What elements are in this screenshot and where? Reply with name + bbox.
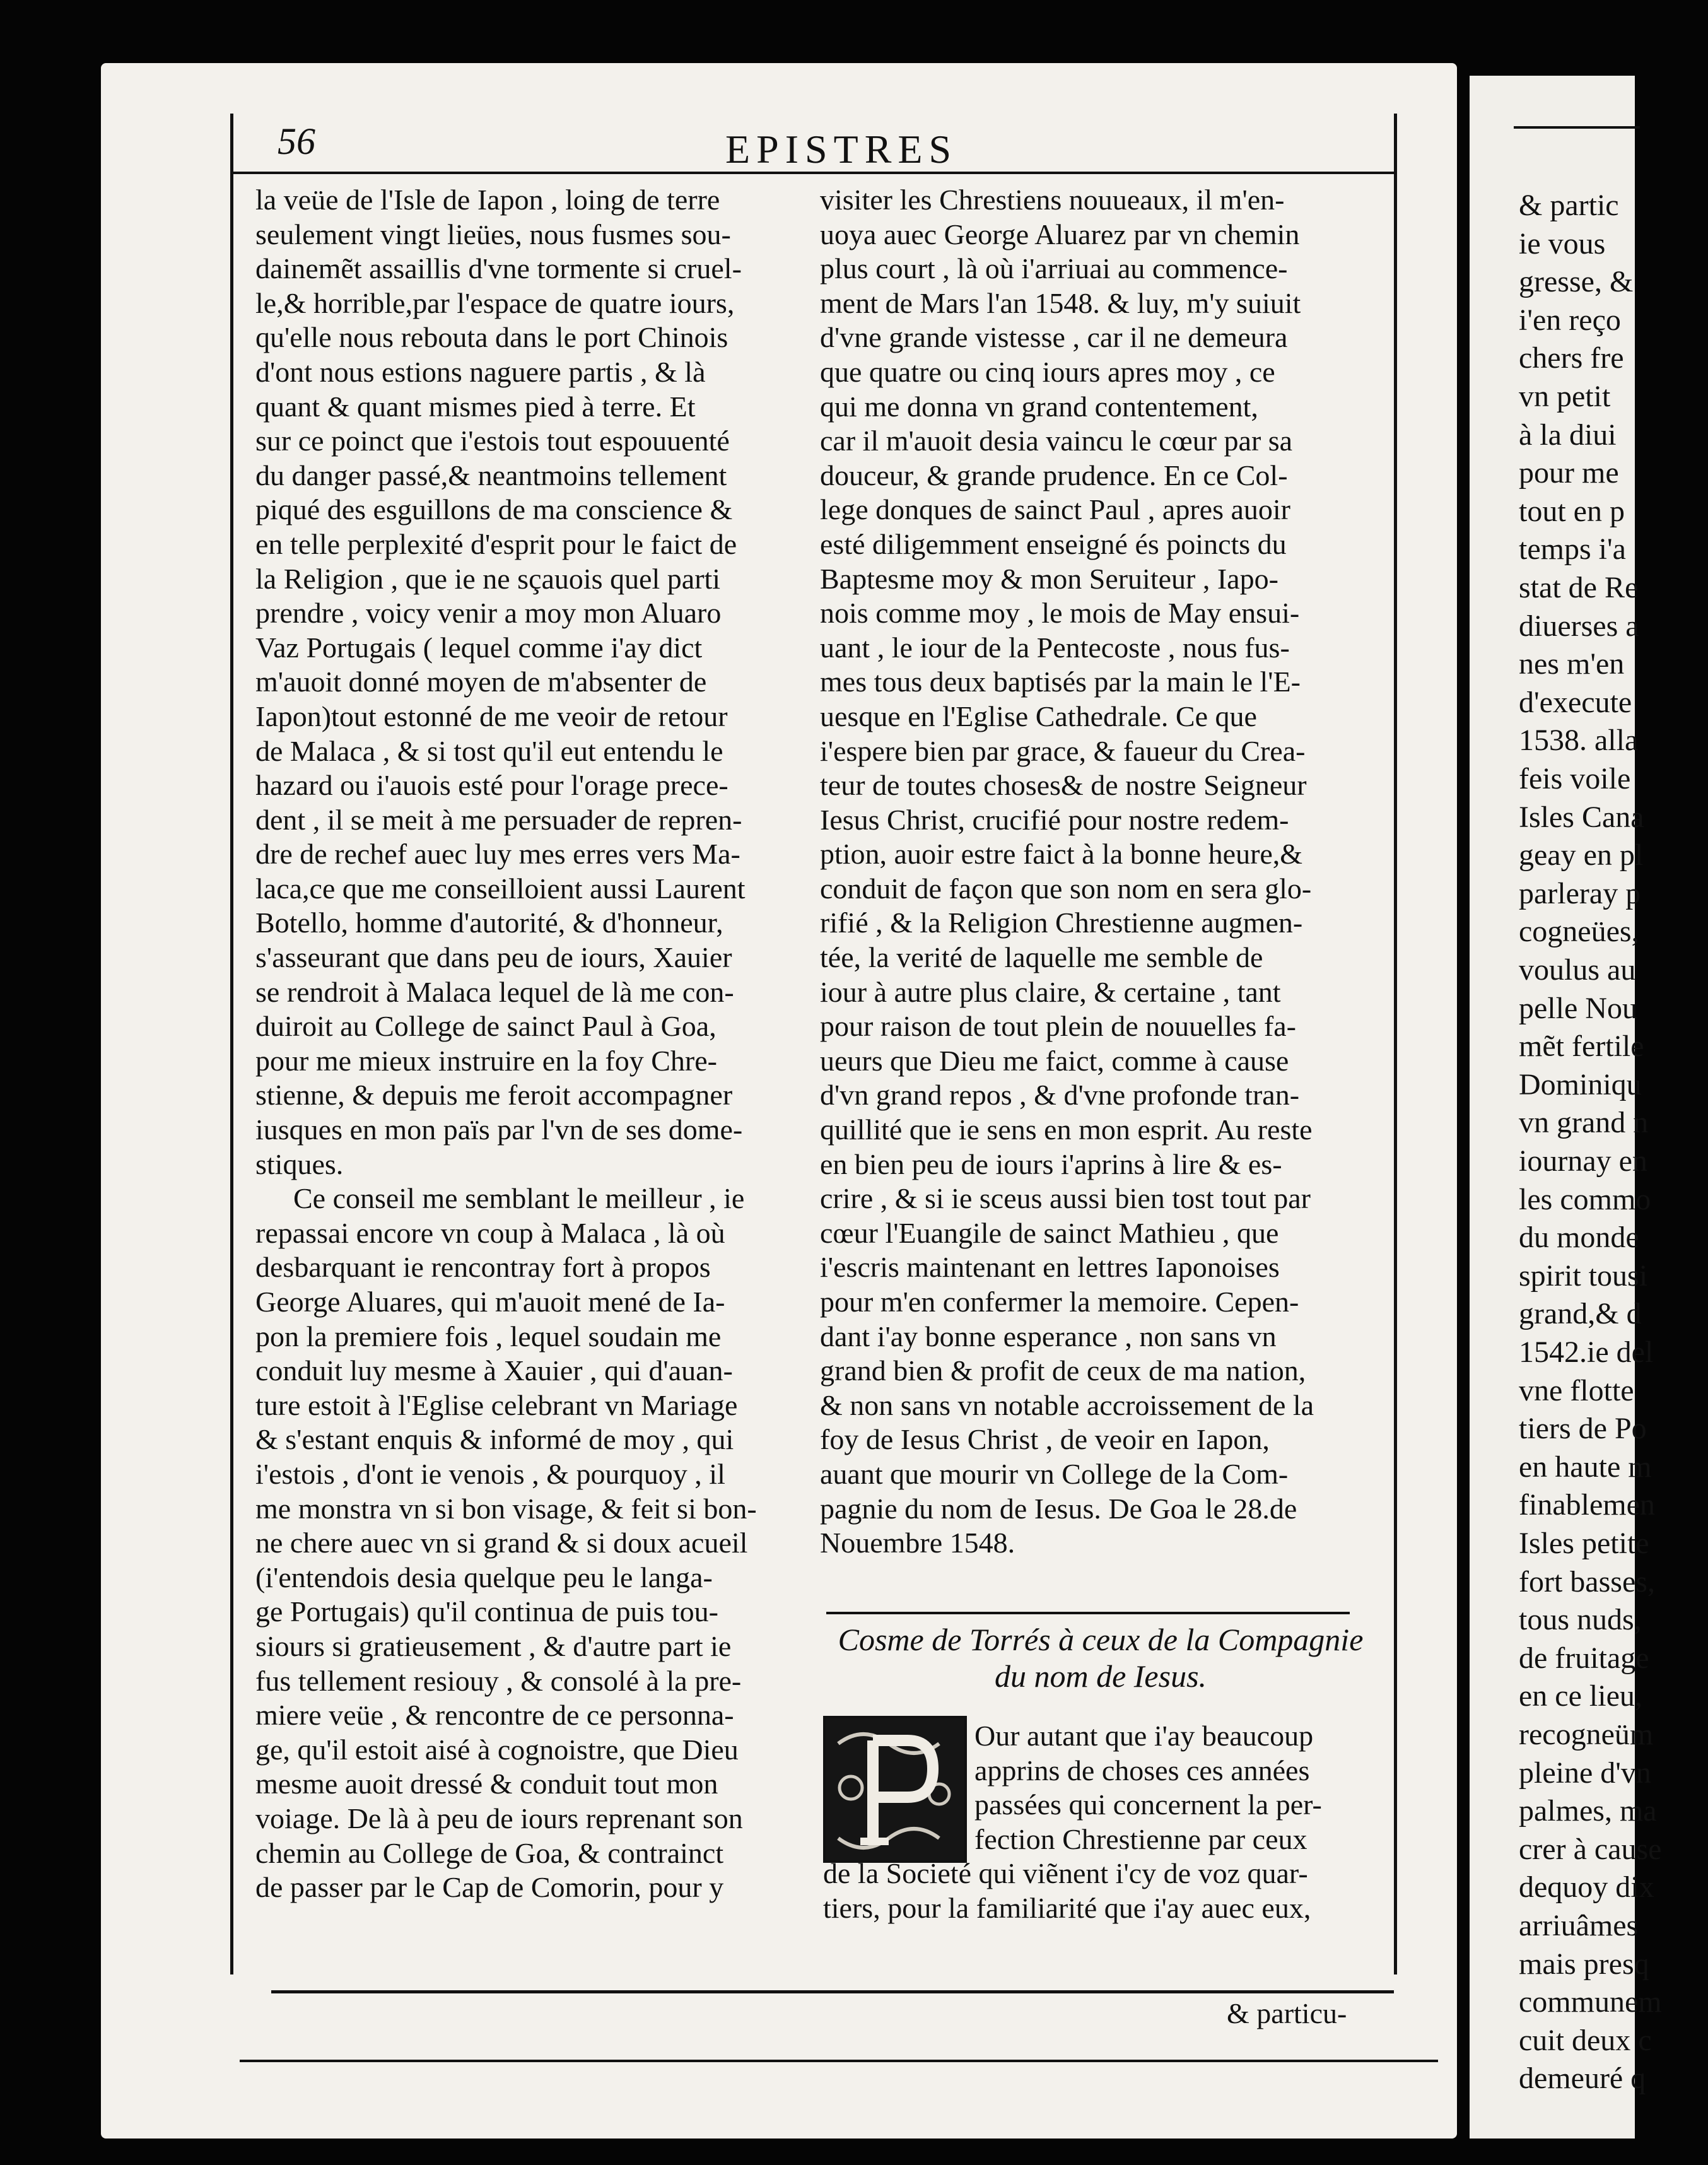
neighbor-text-line: en ce lieu, [1519, 1679, 1642, 1713]
text-line: qui me donna vn grand contentement, [820, 390, 1258, 423]
text-line: de Malaca , & si tost qu'il eut entendu le [255, 734, 723, 767]
text-line: laca,ce que me conseilloient aussi Laurent [255, 872, 746, 905]
neighbor-text-line: nes m'en [1519, 647, 1625, 681]
neighbor-text-line: geay en pl [1519, 838, 1644, 872]
neighbor-text-line: Isles petite [1519, 1527, 1649, 1560]
section-title [823, 1621, 1378, 1694]
text-line: la veüe de l'Isle de Iapon , loing de terre [255, 184, 720, 216]
neighbor-text-line: spirit tousi [1519, 1259, 1648, 1293]
neighbor-text-line: i'en reço [1519, 303, 1621, 337]
neighbor-text-line: Isles Cana [1519, 800, 1644, 834]
neighbor-text-line: vn petit [1519, 380, 1611, 413]
left-column [255, 183, 810, 1905]
neighbor-text-line: à la diui [1519, 418, 1617, 452]
text-line: ne chere auec vn si grand & si doux acueil [255, 1527, 748, 1559]
text-line: cœur l'Euangile de sainct Mathieu , que [820, 1216, 1279, 1249]
text-line: tiers, pour la familiarité que i'ay auec eux, [823, 1891, 1311, 1924]
text-line: ption, auoir estre faict à la bonne heure,& [820, 838, 1303, 871]
neighbor-header-rule [1514, 126, 1640, 129]
neighbor-text-line: de fruitage [1519, 1641, 1649, 1675]
text-line: en bien peu de iours i'aprins à lire & es- [820, 1147, 1282, 1180]
text-line: plus court , là où i'arriuai au commence- [820, 252, 1288, 285]
neighbor-text-line: pelle Nou [1519, 991, 1637, 1025]
neighbor-text-line: d'execute [1519, 685, 1632, 719]
text-line: m'auoit donné moyen de m'absenter de [255, 666, 707, 698]
text-line: pon la premiere fois , lequel soudain me [255, 1320, 722, 1352]
neighbor-text-line: vne flotte [1519, 1373, 1634, 1407]
neighbor-text-line: cogneües, [1519, 915, 1639, 949]
running-title: EPISTRES [725, 127, 958, 172]
neighbor-text-line: & partic [1519, 189, 1619, 222]
text-line: du danger passé,& neantmoins tellement [255, 459, 727, 491]
text-line: douceur, & grande prudence. En ce Col- [820, 459, 1288, 491]
neighbor-text-line: demeuré q [1519, 2062, 1646, 2096]
text-line: prendre , voicy venir a moy mon Aluaro [255, 597, 722, 630]
page-number: 56 [278, 120, 315, 162]
neighbor-text-line: temps i'a [1519, 532, 1626, 566]
right-column [820, 183, 1375, 1561]
neighbor-text-line: iournay en [1519, 1144, 1647, 1178]
neighbor-text-line: vn grand n [1519, 1106, 1649, 1140]
neighbor-text-line: palmes, ma [1519, 1794, 1657, 1828]
text-line: & non sans vn notable accroissement de la [820, 1388, 1314, 1421]
footer-rule [271, 1990, 1394, 1993]
text-line: d'ont nous estions naguere partis , & là [255, 355, 706, 388]
text-line: Botello, homme d'autorité, & d'honneur, [255, 906, 723, 939]
text-line: le,& horrible,par l'espace de quatre iours, [255, 286, 735, 319]
neighbor-text-line: diuerses a [1519, 609, 1639, 643]
section-divider [826, 1612, 1350, 1614]
neighbor-text-line: dequoy dix [1519, 1870, 1654, 1904]
text-line: conduit luy mesme à Xauier , qui d'auan- [255, 1354, 733, 1387]
text-line: que quatre ou cinq iours apres moy , ce [820, 355, 1275, 388]
text-line: lege donques de sainct Paul , apres auoir [820, 493, 1290, 526]
text-line: conduit de façon que son nom en sera glo- [820, 872, 1312, 905]
text-line: d'vn grand repos , & d'vne profonde tran- [820, 1079, 1300, 1112]
text-line: la Religion , que ie ne sçauois quel parti [255, 562, 721, 595]
outer-bottom-rule [240, 2060, 1438, 2062]
text-line: & s'estant enquis & informé de moy , qui [255, 1423, 734, 1456]
section-title-line: du nom de Iesus. [994, 1658, 1207, 1694]
text-line: esté diligemment enseigné és poincts du [820, 527, 1287, 560]
text-line: seulement vingt lieües, nous fusmes sou- [255, 218, 731, 250]
neighbor-text-line: recogneüm [1519, 1718, 1654, 1751]
text-line: auant que mourir vn College de la Com- [820, 1457, 1289, 1490]
text-line: dent , il se meit à me persuader de repren- [255, 803, 742, 836]
neighbor-page [1470, 76, 1662, 2139]
neighbor-text-line: Dominiqu [1519, 1067, 1642, 1101]
text-line: ge, qu'il estoit aisé à cognoistre, que Dieu [255, 1733, 739, 1766]
neighbor-text-line: stat de Re [1519, 571, 1639, 604]
neighbor-text-line: ie vous [1519, 226, 1606, 261]
text-line: ment de Mars l'an 1548. & luy, m'y suiuit [820, 286, 1301, 319]
neighbor-text-line: crer à cause [1519, 1832, 1662, 1866]
text-line: i'espere bien par grace, & faueur du Crea- [820, 734, 1306, 767]
text-line: (i'entendois desia quelque peu le langa- [255, 1561, 713, 1593]
neighbor-text-line: mais presq [1519, 1947, 1649, 1981]
text-line: pour raison de tout plein de nouuelles fa- [820, 1010, 1296, 1043]
text-line: quant & quant mismes pied à terre. Et [255, 390, 696, 423]
text-line: crire , & si ie sceus aussi bien tost tout par [820, 1182, 1311, 1215]
text-line: en telle perplexité d'esprit pour le faict de [255, 527, 737, 560]
neighbor-text-line: en haute m [1519, 1450, 1652, 1484]
text-line: grand bien & profit de ceux de ma nation, [820, 1354, 1306, 1387]
text-line: Nouembre 1548. [820, 1527, 1015, 1559]
text-line: repassai encore vn coup à Malaca , là où [255, 1216, 725, 1249]
neighbor-text-line: feis voile [1519, 762, 1631, 795]
text-line: sur ce poinct que i'estois tout espouuenté [255, 425, 730, 457]
neighbor-text-line: les commo [1519, 1182, 1651, 1216]
text-line: dainemẽt assaillis d'vne tormente si cruel- [255, 252, 742, 285]
text-line: piqué des esguillons de ma conscience & [255, 493, 733, 526]
text-line: iusques en mon païs par l'vn de ses dome- [255, 1113, 743, 1146]
neighbor-text-line: chers fre [1519, 341, 1624, 375]
neighbor-text-line: gresse, & [1519, 265, 1634, 299]
neighbor-text-line: arriuâmes [1519, 1909, 1639, 1942]
text-line: se rendroit à Malaca lequel de là me con- [255, 975, 734, 1008]
text-line: desbarquant ie rencontray fort à propos [255, 1251, 711, 1284]
text-line: dre de rechef auec luy mes erres vers Ma- [255, 838, 740, 871]
text-line: teur de toutes choses& de nostre Seigneur [820, 769, 1307, 802]
text-line: duiroit au College de sainct Paul à Goa, [255, 1010, 717, 1043]
text-line: uoya auec George Aluarez par vn chemin [820, 218, 1300, 250]
neighbor-text-line: tiers de Po [1519, 1412, 1647, 1446]
text-line: Vaz Portugais ( lequel comme i'ay dict [255, 631, 703, 664]
text-line: voiage. De là à peu de iours reprenant son [255, 1802, 743, 1834]
text-line: ture estoit à l'Eglise celebrant vn Mariage [255, 1388, 738, 1421]
neighbor-text-line: mẽt fertile [1519, 1030, 1644, 1064]
neighbor-text-line: pour me [1519, 456, 1619, 490]
text-line: uesque en l'Eglise Cathedrale. Ce que [820, 700, 1257, 732]
neighbor-text-line: voulus au [1519, 953, 1636, 987]
text-line: de passer par le Cap de Comorin, pour y [255, 1871, 724, 1904]
text-line: i'escris maintenant en lettres Iaponoises [820, 1251, 1280, 1284]
text-line: miere veüe , & rencontre de ce personna- [255, 1699, 734, 1732]
text-line: quillité que ie sens en mon esprit. Au reste [820, 1113, 1313, 1146]
text-line: George Aluares, qui m'auoit mené de Ia- [255, 1286, 725, 1318]
text-line: dant i'ay bonne esperance , non sans vn [820, 1320, 1277, 1352]
text-line: pour m'en confermer la memoire. Cepen- [820, 1286, 1299, 1318]
text-line: stiques. [255, 1147, 344, 1180]
text-line: hazard ou i'auois esté pour l'orage prece- [255, 769, 728, 802]
text-line: ueurs que Dieu me faict, comme à cause [820, 1044, 1289, 1077]
text-line: tée, la verité de laquelle me semble de [820, 941, 1263, 974]
text-line: Iapon)tout estonné de me veoir de retour [255, 700, 728, 732]
neighbor-text-line: finablemen [1519, 1488, 1655, 1522]
neighbor-text-line: tous nuds, [1519, 1603, 1642, 1637]
text-line: Our autant que i'ay beaucoup [974, 1720, 1314, 1752]
text-line: mes tous deux baptisés par la main le l'E- [820, 666, 1301, 698]
text-line: stienne, & depuis me feroit accompagner [255, 1079, 733, 1112]
neighbor-text-line: parleray p [1519, 876, 1641, 910]
text-line: d'vne grande vistesse , car il ne demeura [820, 321, 1288, 354]
neighbor-text-line: pleine d'vn [1519, 1756, 1651, 1790]
text-line: pour me mieux instruire en la foy Chre- [255, 1044, 717, 1077]
neighbor-text-line: 1542.ie del [1519, 1335, 1654, 1369]
text-line: car il m'auoit desia vaincu le cœur par sa [820, 425, 1293, 457]
neighbor-text-line: communem [1519, 1985, 1662, 2019]
neighbor-text-line: grand,& d [1519, 1297, 1642, 1331]
neighbor-text-line: du monde [1519, 1221, 1639, 1255]
text-line: qu'elle nous rebouta dans le port Chinois [255, 321, 728, 354]
neighbor-text-line: fort basses, [1519, 1564, 1655, 1599]
text-line: apprins de choses ces années [974, 1754, 1310, 1787]
text-line: iour à autre plus claire, & certaine , tant [820, 975, 1281, 1008]
text-line: Ce conseil me semblant le meilleur , ie [293, 1182, 745, 1215]
section-title-line: Cosme de Torrés à ceux de la Compagnie [838, 1622, 1364, 1657]
text-line: s'asseurant que dans peu de iours, Xauier [255, 941, 732, 974]
text-line: visiter les Chrestiens nouueaux, il m'en- [820, 184, 1285, 216]
neighbor-text-line: 1538. alla [1519, 724, 1639, 758]
letter-opening-text [823, 1719, 1378, 1926]
text-line: Iesus Christ, crucifié pour nostre redem- [820, 803, 1289, 836]
text-line: ge Portugais) qu'il continua de puis tou- [255, 1595, 718, 1628]
text-line: nois comme moy , le mois de May ensui- [820, 597, 1300, 630]
text-line: me monstra vn si bon visage, & feit si bon- [255, 1492, 757, 1525]
text-line: i'estois , d'ont ie venois , & pourquoy , il [255, 1457, 725, 1490]
text-line: Baptesme moy & mon Seruiteur , Iapo- [820, 562, 1278, 595]
text-line: de la Societé qui viẽnent i'cy de voz quar- [823, 1857, 1308, 1890]
text-line: siours si gratieusement , & d'autre part ie [255, 1629, 732, 1662]
text-line: passées qui concernent la per- [974, 1788, 1322, 1821]
text-line: chemin au College de Goa, & contrainct [255, 1836, 724, 1869]
text-line: pagnie du nom de Iesus. De Goa le 28.de [820, 1492, 1297, 1525]
text-line: mesme auoit dressé & conduit tout mon [255, 1768, 718, 1800]
text-line: uant , le iour de la Pentecoste , nous fus- [820, 631, 1290, 664]
catchword: & particu- [1227, 1997, 1347, 2029]
text-line: rifié , & la Religion Chrestienne augmen- [820, 906, 1303, 939]
text-line: foy de Iesus Christ , de veoir en Iapon, [820, 1423, 1270, 1456]
text-line: fus tellement resiouy , & consolé à la pre- [255, 1664, 742, 1697]
neighbor-text-line: tout en p [1519, 494, 1625, 528]
text-line: fection Chrestienne par ceux [974, 1822, 1307, 1855]
neighbor-text-line: cuit deux c [1519, 2023, 1652, 2057]
